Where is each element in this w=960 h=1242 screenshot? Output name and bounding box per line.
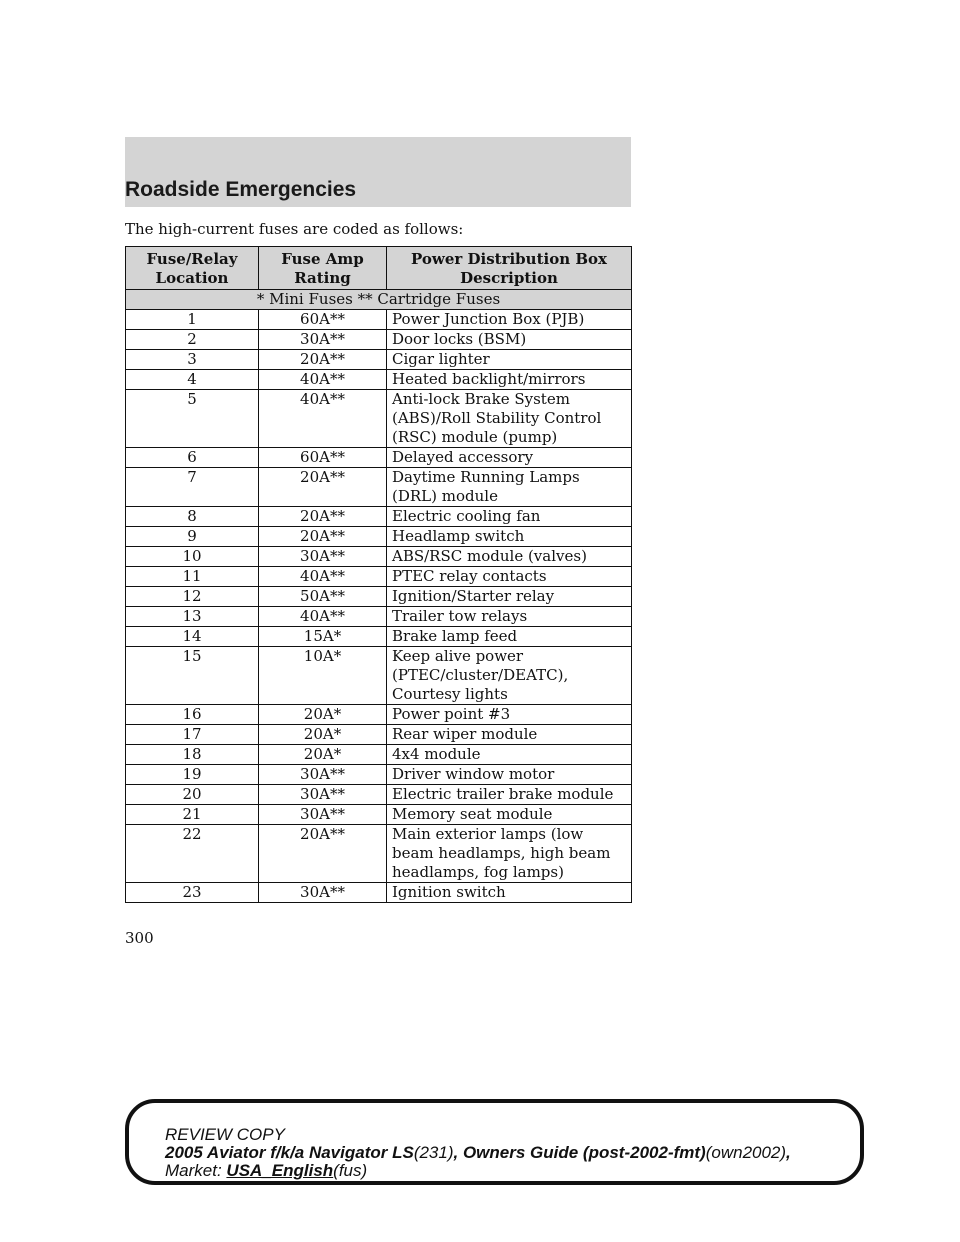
fuse-rating-cell: 40A** — [259, 567, 387, 587]
fuse-description-cell: Power Junction Box (PJB) — [387, 310, 632, 330]
fuse-rating-cell: 30A** — [259, 805, 387, 825]
fuse-description-cell: Door locks (BSM) — [387, 330, 632, 350]
fuse-rating-cell: 30A** — [259, 547, 387, 567]
fuse-location-cell: 8 — [126, 507, 259, 527]
fuse-location-cell: 23 — [126, 883, 259, 903]
fuse-description-cell: Electric trailer brake module — [387, 785, 632, 805]
fuse-rating-cell: 60A** — [259, 448, 387, 468]
intro-text: The high-current fuses are coded as follows: — [125, 220, 464, 238]
fuse-description-cell: Heated backlight/mirrors — [387, 370, 632, 390]
table-row — [126, 527, 632, 547]
market-line: Market: USA_English(fus) — [165, 1161, 368, 1180]
fuse-location-cell: 22 — [126, 825, 259, 883]
column-header-description: Power Distribution Box Description — [387, 247, 632, 290]
review-copy-label: REVIEW COPY — [165, 1125, 285, 1144]
table-row — [126, 725, 632, 745]
fuse-rating-cell: 60A** — [259, 310, 387, 330]
fuse-description-cell: Rear wiper module — [387, 725, 632, 745]
fuse-description-cell: Ignition/Starter relay — [387, 587, 632, 607]
table-row — [126, 607, 632, 627]
fuse-rating-cell: 40A** — [259, 390, 387, 448]
fuse-rating-cell: 40A** — [259, 607, 387, 627]
table-row — [126, 883, 632, 903]
table-row — [126, 370, 632, 390]
fuse-description-cell: Power point #3 — [387, 705, 632, 725]
fuse-location-cell: 20 — [126, 785, 259, 805]
column-header-rating: Fuse Amp Rating — [259, 247, 387, 290]
fuse-location-cell: 16 — [126, 705, 259, 725]
fuse-description-cell: Headlamp switch — [387, 527, 632, 547]
fuse-rating-cell: 20A** — [259, 507, 387, 527]
fuse-description-cell: 4x4 module — [387, 745, 632, 765]
fuse-rating-cell: 10A* — [259, 647, 387, 705]
fuse-description-cell: Electric cooling fan — [387, 507, 632, 527]
fuse-location-cell: 18 — [126, 745, 259, 765]
fuse-description-cell: Trailer tow relays — [387, 607, 632, 627]
page-number: 300 — [125, 929, 154, 947]
table-row — [126, 390, 632, 448]
fuse-location-cell: 10 — [126, 547, 259, 567]
fuse-table — [125, 246, 632, 903]
document-id-line: 2005 Aviator f/k/a Navigator LS(231), Owners Guide (post-2002-fmt)(own2002), — [165, 1143, 791, 1162]
fuse-description-cell: Main exterior lamps (low beam headlamps, high beam headlamps, fog lamps) — [387, 825, 632, 883]
fuse-rating-cell: 30A** — [259, 883, 387, 903]
fuse-rating-cell: 20A* — [259, 745, 387, 765]
fuse-location-cell: 2 — [126, 330, 259, 350]
column-header-location: Fuse/Relay Location — [126, 247, 259, 290]
fuse-description-cell: Ignition switch — [387, 883, 632, 903]
fuse-description-cell: Cigar lighter — [387, 350, 632, 370]
fuse-rating-cell: 30A** — [259, 785, 387, 805]
table-row — [126, 468, 632, 507]
table-row — [126, 587, 632, 607]
section-title: Roadside Emergencies — [125, 178, 357, 201]
fuse-description-cell: Brake lamp feed — [387, 627, 632, 647]
table-row — [126, 330, 632, 350]
fuse-location-cell: 4 — [126, 370, 259, 390]
fuse-rating-cell: 20A* — [259, 705, 387, 725]
table-row — [126, 705, 632, 725]
table-row — [126, 745, 632, 765]
fuse-location-cell: 12 — [126, 587, 259, 607]
table-row — [126, 627, 632, 647]
fuse-location-cell: 19 — [126, 765, 259, 785]
fuse-location-cell: 7 — [126, 468, 259, 507]
fuse-rating-cell: 50A** — [259, 587, 387, 607]
fuse-location-cell: 17 — [126, 725, 259, 745]
fuse-location-cell: 9 — [126, 527, 259, 547]
fuse-rating-cell: 20A** — [259, 527, 387, 547]
table-row — [126, 507, 632, 527]
table-row — [126, 310, 632, 330]
fuse-rating-cell: 20A** — [259, 468, 387, 507]
fuse-description-cell: Driver window motor — [387, 765, 632, 785]
fuse-location-cell: 5 — [126, 390, 259, 448]
table-row — [126, 825, 632, 883]
fuse-description-cell: PTEC relay contacts — [387, 567, 632, 587]
table-row — [126, 805, 632, 825]
fuse-rating-cell: 40A** — [259, 370, 387, 390]
fuse-rating-cell: 20A** — [259, 825, 387, 883]
table-row — [126, 765, 632, 785]
fuse-rating-cell: 20A** — [259, 350, 387, 370]
fuse-description-cell: ABS/RSC module (valves) — [387, 547, 632, 567]
table-row — [126, 647, 632, 705]
fuse-location-cell: 14 — [126, 627, 259, 647]
table-row — [126, 785, 632, 805]
table-row — [126, 567, 632, 587]
fuse-location-cell: 1 — [126, 310, 259, 330]
fuse-rating-cell: 30A** — [259, 330, 387, 350]
fuse-location-cell: 21 — [126, 805, 259, 825]
fuse-rating-cell: 30A** — [259, 765, 387, 785]
fuse-description-cell: Keep alive power (PTEC/cluster/DEATC), Courtesy lights — [387, 647, 632, 705]
fuse-description-cell: Anti-lock Brake System (ABS)/Roll Stability Control (RSC) module (pump) — [387, 390, 632, 448]
fuse-location-cell: 6 — [126, 448, 259, 468]
fuse-description-cell: Memory seat module — [387, 805, 632, 825]
fuse-location-cell: 13 — [126, 607, 259, 627]
fuse-description-cell: Delayed accessory — [387, 448, 632, 468]
fuse-type-note: * Mini Fuses ** Cartridge Fuses — [126, 290, 632, 310]
review-copy-footer — [165, 1126, 791, 1180]
fuse-description-cell: Daytime Running Lamps (DRL) module — [387, 468, 632, 507]
fuse-location-cell: 3 — [126, 350, 259, 370]
fuse-location-cell: 15 — [126, 647, 259, 705]
table-row — [126, 350, 632, 370]
table-row — [126, 547, 632, 567]
fuse-rating-cell: 20A* — [259, 725, 387, 745]
fuse-rating-cell: 15A* — [259, 627, 387, 647]
table-row — [126, 448, 632, 468]
fuse-location-cell: 11 — [126, 567, 259, 587]
